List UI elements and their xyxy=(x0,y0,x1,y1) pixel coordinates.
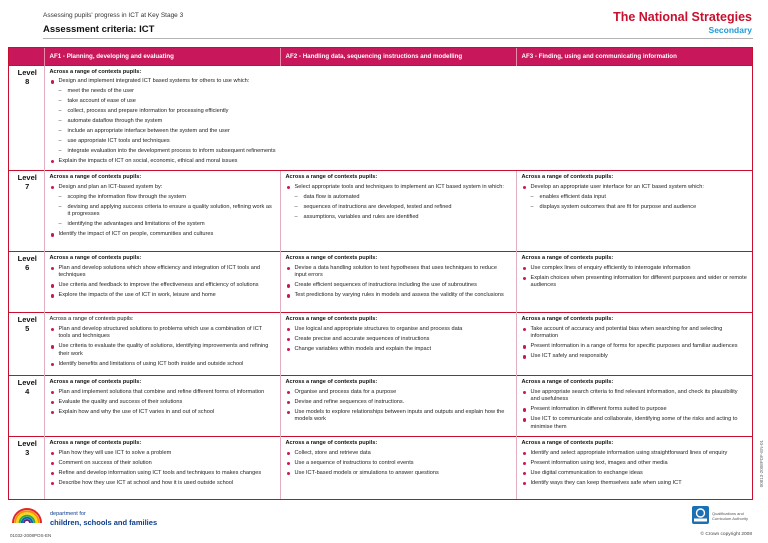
table-row xyxy=(9,375,752,436)
brand-name: National Strategies xyxy=(638,10,752,24)
cell-heading: Across a range of contexts pupils: xyxy=(49,254,142,261)
column-header-af2: AF2 - Handling data, sequencing instructions and modelling xyxy=(280,48,516,65)
cell-heading: Across a range of contexts pupils: xyxy=(285,254,378,261)
document-subtitle: Assessing pupils' progress in ICT at Key Stage 3 xyxy=(43,12,184,19)
sub-item: – identifying the advantages and limitations of the system xyxy=(50,221,275,229)
criteria-list xyxy=(286,326,511,354)
bullet-item: Present information using text, images and other media xyxy=(522,460,748,468)
bullet-item: Create precise and accurate sequences of instructions xyxy=(286,336,511,344)
cell-heading: Across a range of contexts pupils: xyxy=(49,68,142,75)
table-row xyxy=(9,312,752,375)
bullet-item: Explain how and why the use of ICT varies in and out of school xyxy=(50,409,275,417)
cell-heading: Across a range of contexts pupils: xyxy=(49,378,142,385)
cell-heading: Across a range of contexts pupils: xyxy=(285,315,378,322)
criteria-cell-af2 xyxy=(280,170,516,251)
cell-heading: Across a range of contexts pupils: xyxy=(521,378,614,385)
criteria-list xyxy=(50,389,275,417)
cell-heading: Across a range of contexts pupils: xyxy=(285,173,378,180)
criteria-list xyxy=(50,265,275,300)
bullet-item: Explore the impacts of the use of ICT in work, leisure and home xyxy=(50,292,275,300)
sub-item: – use appropriate ICT tools and techniques xyxy=(50,138,748,146)
bullet-item: Identify and select appropriate information using straightforward lines of enquiry xyxy=(522,450,748,458)
bullet-item: Plan how they will use ICT to solve a problem xyxy=(50,450,275,458)
table-row xyxy=(9,65,752,170)
bullet-item: Explain the impacts of ICT on social, economic, ethical and moral issues xyxy=(50,158,748,166)
criteria-list xyxy=(50,326,275,369)
sub-item: – displays system outcomes that are fit for purpose and audience xyxy=(522,204,748,212)
bullet-item: Plan and develop solutions which show efficiency and integration of ICT tools and techniques xyxy=(50,265,275,280)
cell-heading: Across a range of contexts pupils: xyxy=(49,315,134,322)
sub-item: – include an appropriate interface between the system and the user xyxy=(50,128,748,136)
rainbow-icon xyxy=(12,508,42,523)
bullet-item: Identify benefits and limitations of using ICT both inside and outside school xyxy=(50,361,275,369)
table-body xyxy=(9,65,752,499)
level-label: Level xyxy=(17,377,37,387)
criteria-list xyxy=(50,184,275,239)
cell-heading: Across a range of contexts pupils: xyxy=(285,378,378,385)
criteria-table-frame xyxy=(8,47,753,500)
bullet-item: Plan and develop structured solutions to problems which use a combination of ICT tools and techniques xyxy=(50,326,275,341)
level-number: 3 xyxy=(25,447,30,457)
level-label: Level xyxy=(17,253,37,263)
level-label: Level xyxy=(17,67,37,77)
bullet-item: Present information in a range of forms for specific purposes and familiar audiences xyxy=(522,343,748,351)
level-label: Level xyxy=(17,438,37,448)
level-cell xyxy=(9,312,44,375)
document-code: 01032-2008POS-EN xyxy=(10,533,52,538)
criteria-list xyxy=(50,450,275,488)
level-number: 8 xyxy=(25,76,30,86)
level-number: 6 xyxy=(25,262,30,272)
criteria-list xyxy=(50,78,748,165)
table-row xyxy=(9,170,752,251)
criteria-cell-af2 xyxy=(280,251,516,312)
bullet-item: Test predictions by varying rules in models and assess the validity of the conclusions xyxy=(286,292,511,300)
bullet-item: Create efficient sequences of instructions including the use of subroutines xyxy=(286,282,511,290)
bullet-item: Comment on success of their solution xyxy=(50,460,275,468)
qca-mark-icon xyxy=(692,506,709,524)
level-label: Level xyxy=(17,314,37,324)
criteria-cell-af1 xyxy=(44,436,280,499)
sub-item: – collect, process and prepare information for processing efficiently xyxy=(50,108,748,116)
cell-heading: Across a range of contexts pupils: xyxy=(49,439,142,446)
bullet-item: Identify the impact of ICT on people, communities and cultures xyxy=(50,231,275,239)
level-cell xyxy=(9,65,44,170)
bullet-item: Use criteria and feedback to improve the effectiveness and efficiency of solutions xyxy=(50,282,275,290)
sub-item: – assumptions, variables and rules are identified xyxy=(286,214,511,222)
criteria-list xyxy=(522,389,748,432)
bullet-item: Use appropriate search criteria to find relevant information, and check its plausibility and usefulness xyxy=(522,389,748,404)
criteria-cell-af3 xyxy=(516,170,752,251)
bullet-item: Devise a data handling solution to test hypotheses that uses techniques to reduce input errors xyxy=(286,265,511,280)
cell-heading: Across a range of contexts pupils: xyxy=(285,439,378,446)
level-label: Level xyxy=(17,172,37,182)
sub-item: – automate dataflow through the system xyxy=(50,118,748,126)
cell-heading: Across a range of contexts pupils: xyxy=(521,315,614,322)
criteria-cell-af1 xyxy=(44,65,752,170)
bullet-item: Change variables within models and explain the impact xyxy=(286,346,511,354)
criteria-list xyxy=(522,450,748,488)
bullet-item: Plan and implement solutions that combine and refine different forms of information xyxy=(50,389,275,397)
bullet-item: Organise and process data for a purpose xyxy=(286,389,511,397)
level-cell xyxy=(9,170,44,251)
cell-heading: Across a range of contexts pupils: xyxy=(49,173,142,180)
national-strategies-logo xyxy=(613,10,752,35)
bullet-item: Take account of accuracy and potential bias when searching for and selecting information xyxy=(522,326,748,341)
level-cell xyxy=(9,375,44,436)
criteria-cell-af1 xyxy=(44,375,280,436)
criteria-list xyxy=(286,265,511,300)
criteria-table xyxy=(9,48,752,499)
level-cell xyxy=(9,436,44,499)
level-number: 4 xyxy=(25,386,30,396)
sub-item: – take account of ease of use xyxy=(50,98,748,106)
sub-item: – devising and applying success criteria to ensure a quality solution, refining work as it progresses xyxy=(50,204,275,219)
brand-sub: Secondary xyxy=(708,25,752,35)
cell-heading: Across a range of contexts pupils: xyxy=(521,439,614,446)
bullet-item: Use complex lines of enquiry efficiently to interrogate information xyxy=(522,265,748,273)
bullet-item: Use criteria to evaluate the quality of solutions, identifying improvements and refining their work xyxy=(50,343,275,358)
bullet-item: Refine and develop information using ICT tools and techniques to makes changes xyxy=(50,470,275,478)
sub-item: – sequences of instructions are developed, tested and refined xyxy=(286,204,511,212)
criteria-cell-af1 xyxy=(44,312,280,375)
criteria-cell-af2 xyxy=(280,436,516,499)
criteria-cell-af2 xyxy=(280,312,516,375)
side-reference-code: 00813-2008PDF-EN-01 xyxy=(759,440,764,488)
sub-item: – scoping the information flow through the system xyxy=(50,194,275,202)
bullet-item: Use digital communication to exchange ideas xyxy=(522,470,748,478)
criteria-cell-af1 xyxy=(44,251,280,312)
sub-item: – integrate evaluation into the development process to inform subsequent refinements xyxy=(50,148,748,156)
copyright: © Crown copyright 2008 xyxy=(700,532,752,537)
bullet-item: Design and plan an ICT-based system by: xyxy=(50,184,275,192)
bullet-item: Present information in different forms suited to purpose xyxy=(522,406,748,414)
criteria-list xyxy=(522,265,748,290)
level-column-header xyxy=(9,48,44,65)
bullet-item: Identify ways they can keep themselves safe when using ICT xyxy=(522,480,748,488)
cell-heading: Across a range of contexts pupils: xyxy=(521,254,614,261)
column-header-af3: AF3 - Finding, using and communicating information xyxy=(516,48,752,65)
criteria-cell-af3 xyxy=(516,312,752,375)
bullet-item: Describe how they use ICT at school and how it is used outside school xyxy=(50,480,275,488)
dcsf-line1: department for xyxy=(50,511,86,517)
criteria-list xyxy=(286,184,511,222)
bullet-item: Devise and refine sequences of instructions. xyxy=(286,399,511,407)
bullet-item: Use a sequence of instructions to control events xyxy=(286,460,511,468)
criteria-cell-af2 xyxy=(280,375,516,436)
bullet-item: Explain choices when presenting information for different purposes and wider or remote audiences xyxy=(522,275,748,290)
bullet-item: Evaluate the quality and success of their solutions xyxy=(50,399,275,407)
bullet-item: Use models to explore relationships between inputs and outputs and explain how the models work xyxy=(286,409,511,424)
sub-item: – data flow is automated xyxy=(286,194,511,202)
bullet-item: Select appropriate tools and techniques to implement an ICT based system in which: xyxy=(286,184,511,192)
criteria-cell-af1 xyxy=(44,170,280,251)
criteria-cell-af3 xyxy=(516,251,752,312)
criteria-cell-af3 xyxy=(516,375,752,436)
bullet-item: Use ICT to communicate and collaborate, identifying some of the risks and acting to minimise them xyxy=(522,416,748,431)
criteria-cell-af3 xyxy=(516,436,752,499)
sub-item: – meet the needs of the user xyxy=(50,88,748,96)
brand-pre: The xyxy=(613,10,639,24)
bullet-item: Use ICT safely and responsibly xyxy=(522,353,748,361)
qca-text: Qualifications and Curriculum Authority xyxy=(712,511,749,521)
bullet-item: Design and implement integrated ICT based systems for others to use which: xyxy=(50,78,748,86)
level-cell xyxy=(9,251,44,312)
table-row xyxy=(9,436,752,499)
dcsf-line2: children, schools and families xyxy=(50,518,158,527)
bullet-item: Use ICT-based models or simulations to answer questions xyxy=(286,470,511,478)
bullet-item: Develop an appropriate user interface for an ICT based system which: xyxy=(522,184,748,192)
level-number: 7 xyxy=(25,181,30,191)
bullet-item: Collect, store and retrieve data xyxy=(286,450,511,458)
criteria-list xyxy=(522,184,748,212)
criteria-list xyxy=(522,326,748,361)
level-number: 5 xyxy=(25,323,30,333)
column-header-af1: AF1 - Planning, developing and evaluating xyxy=(44,48,280,65)
criteria-list xyxy=(286,389,511,424)
sub-item: – enables efficient data input xyxy=(522,194,748,202)
criteria-list xyxy=(286,450,511,478)
table-row xyxy=(9,251,752,312)
table-header-row xyxy=(9,48,752,65)
page-title: Assessment criteria: ICT xyxy=(43,24,155,35)
cell-heading: Across a range of contexts pupils: xyxy=(521,173,614,180)
header-divider xyxy=(43,38,753,39)
bullet-item: Use logical and appropriate structures to organise and process data xyxy=(286,326,511,334)
